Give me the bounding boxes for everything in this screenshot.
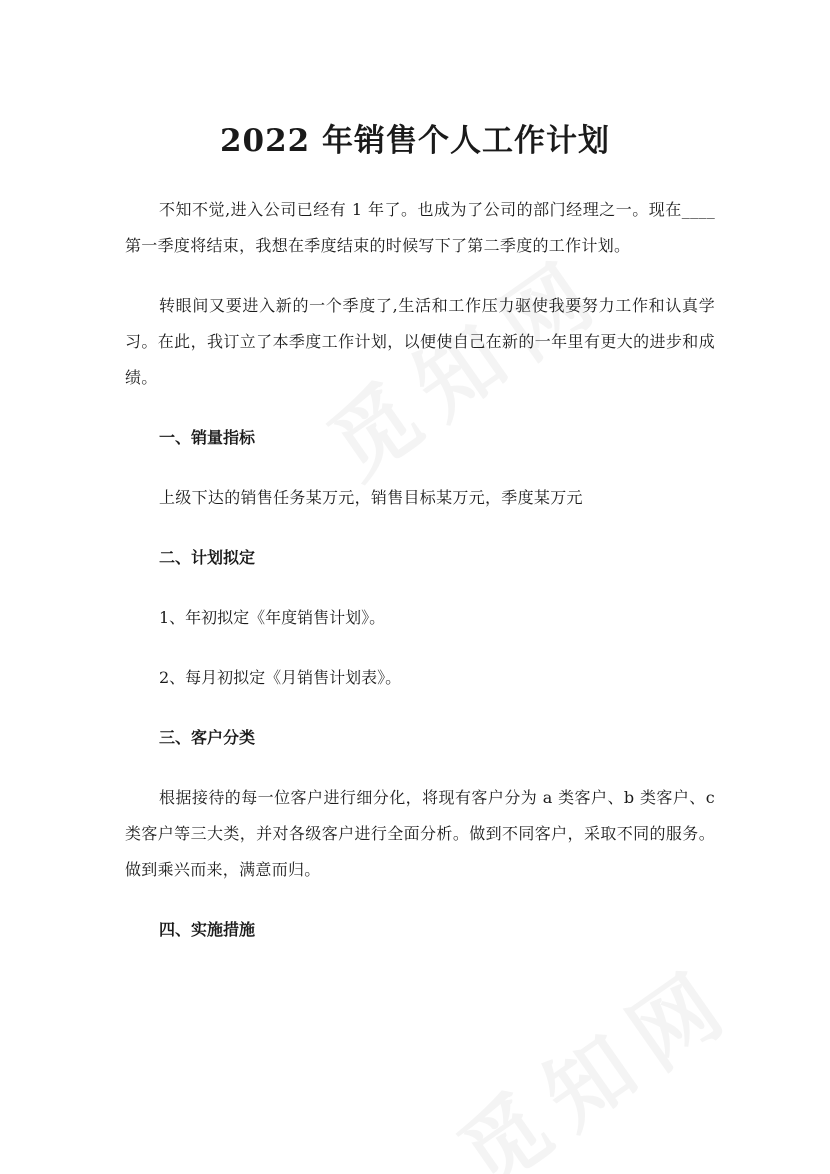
section-heading: 三、客户分类	[159, 728, 256, 747]
list-item: 2、每月初拟定《月销售计划表》。	[159, 668, 402, 687]
section-heading: 二、计划拟定	[159, 548, 256, 567]
document-title: 2022 年销售个人工作计划	[219, 123, 611, 159]
section-heading: 一、销量指标	[159, 428, 256, 447]
section-paragraph: 根据接待的每一位客户进行细分化，将现有客户分为 a 类客户、b 类客户、c 类客户等三大类，并对各级客户进行全面分析。做到不同客户，采取不同的服务。做到乘兴而来，满意而归。	[125, 788, 715, 879]
section-paragraph: 上级下达的销售任务某万元，销售目标某万元，季度某万元	[159, 488, 583, 507]
section-heading: 四、实施措施	[159, 920, 256, 939]
list-item: 1、年初拟定《年度销售计划》。	[159, 608, 386, 627]
intro-paragraph: 转眼间又要进入新的一个季度了,生活和工作压力驱使我要努力工作和认真学习。在此，我订立了本季度工作计划，以便使自己在新的一年里有更大的进步和成绩。	[125, 296, 715, 387]
document-body	[125, 192, 715, 972]
intro-paragraph: 不知不觉,进入公司已经有 1 年了。也成为了公司的部门经理之一。现在____第一季度将结束，我想在季度结束的时候写下了第二季度的工作计划。	[125, 200, 715, 255]
